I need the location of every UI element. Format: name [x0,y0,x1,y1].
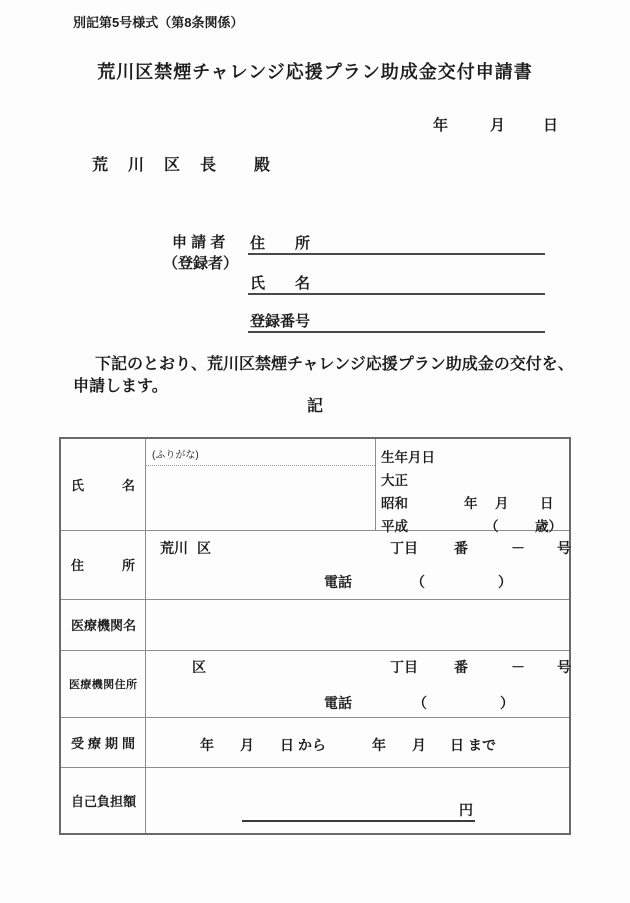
period-from-label: から [298,737,326,753]
details-table [59,437,571,835]
clinic-tel-paren-open: （ [413,695,427,711]
furigana-label: (ふりがな) [152,450,199,461]
row-label-self-pay: 自 己 負 担 額 [71,793,137,809]
era-taisho-label: 大正 [381,473,408,488]
period-day2-label: 日 [450,737,464,753]
date-year-label: 年 [433,117,449,134]
page-title: 荒川区禁煙チャレンジ応援プラン助成金交付申請書 [97,62,533,82]
applicant-address-field [248,232,545,255]
address-ku-label: 区 [197,540,211,556]
form-code: 別記第5号様式（第8条関係） [73,15,244,30]
period-month2-label: 月 [412,737,426,753]
address-ward: 荒川 [160,540,188,556]
birth-title-label: 生年月日 [381,450,435,465]
period-day1-label: 日 [280,737,294,753]
birth-column-divider [375,439,376,530]
furigana-divider [145,465,375,466]
applicant-address-label: 住 所 [250,235,311,252]
yen-unit-label: 円 [459,802,473,818]
age-label: 歳） [535,519,562,534]
clinic-ban-label: 番 [454,659,468,675]
row-label-clinic-name: 医 療 機 関 名 [71,618,137,633]
birth-year-label: 年 [464,496,478,511]
address-tel-paren-close: ） [498,574,512,590]
applicant-name-label: 氏 名 [250,275,311,292]
row-label-treatment-period: 受 療 期 間 [71,735,135,751]
address-go-label: 号 [557,540,571,556]
clinic-tel-label: 電話 [324,695,352,711]
address-tel-label: 電話 [324,574,352,590]
period-year1-label: 年 [200,737,214,753]
address-tel-paren-open: （ [411,574,425,590]
era-showa-label: 昭和 [381,496,408,511]
period-year2-label: 年 [372,737,386,753]
clinic-go-label: 号 [557,659,571,675]
birth-month-label: 月 [495,496,509,511]
date-day-label: 日 [543,117,559,134]
applicant-regno-label: 登録番号 [250,313,311,330]
clinic-chome-label: 丁目 [390,659,418,675]
label-column-divider [145,439,146,833]
clinic-ku-label: 区 [192,659,206,675]
clinic-tel-paren-close: ） [500,695,514,711]
address-ban-label: 番 [454,540,468,556]
applicant-name-field [248,272,545,295]
section-mark: 記 [306,398,324,415]
row-label-clinic-address: 医 療 機 関 住 所 [69,678,137,691]
birth-day-label: 日 [540,496,554,511]
body-text-line2: 申請します。 [73,378,168,395]
row-label-address: 住 所 [71,558,135,573]
addressee: 荒 川 区 長 殿 [92,157,273,174]
period-to-label: まで [468,737,496,753]
era-heisei-label: 平成 [381,519,408,534]
body-text-line1: 下記のとおり、荒川区禁煙チャレンジ応援プラン助成金の交付を、 [95,356,574,373]
applicant-role-sub-label: （登録者） [163,255,239,272]
row-label-name: 氏 名 [71,478,135,493]
age-paren-open: （ [485,519,499,534]
self-pay-amount-field [242,797,475,822]
clinic-dash: － [511,659,525,675]
applicant-role-label: 申 請 者 [172,234,226,251]
address-chome-label: 丁目 [390,540,418,556]
applicant-regno-field [248,310,545,333]
address-dash: － [511,540,525,556]
period-month1-label: 月 [240,737,254,753]
date-month-label: 月 [490,117,506,134]
